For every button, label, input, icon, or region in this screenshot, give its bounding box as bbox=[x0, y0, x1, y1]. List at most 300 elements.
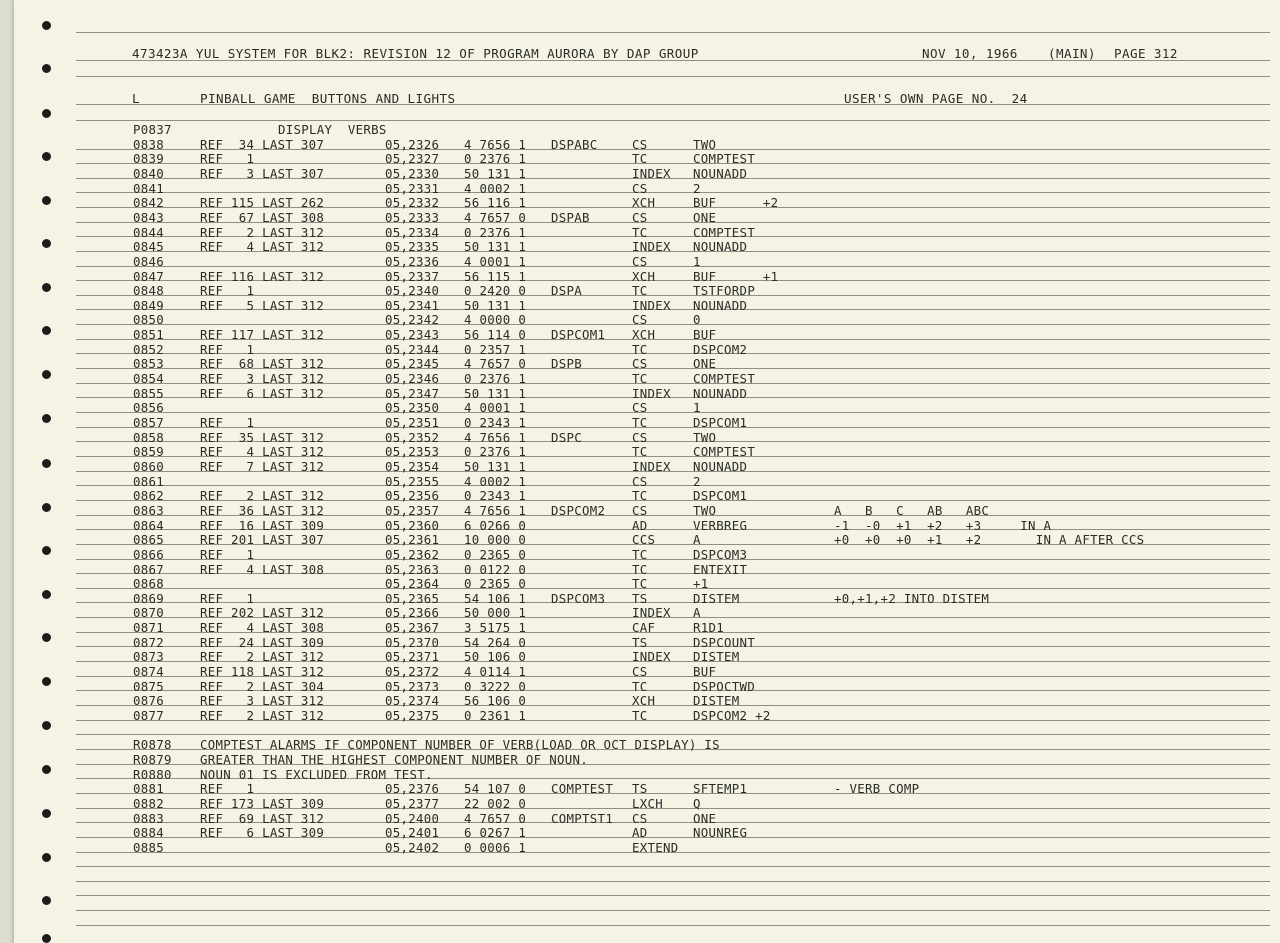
comment: - VERB COMP bbox=[834, 781, 920, 796]
octal-code: 22 002 0 bbox=[464, 796, 527, 811]
line-number: R0880 bbox=[133, 767, 172, 782]
binder-hole bbox=[42, 546, 51, 555]
reference: REF 118 LAST 312 bbox=[200, 664, 325, 679]
operand: NOUNADD bbox=[693, 166, 748, 181]
label: DSPCOM2 bbox=[551, 503, 606, 518]
binder-hole bbox=[42, 414, 51, 423]
reference: REF 3 LAST 312 bbox=[200, 371, 325, 386]
operand: 2 bbox=[693, 474, 701, 489]
binder-hole bbox=[42, 239, 51, 248]
binder-hole bbox=[42, 152, 51, 161]
address: 05,2355 bbox=[385, 474, 440, 489]
operand: ONE bbox=[693, 356, 717, 371]
octal-code: 56 116 1 bbox=[464, 195, 527, 210]
line-number: 0866 bbox=[133, 547, 165, 562]
opcode: CCS bbox=[632, 532, 656, 547]
octal-code: 0 2376 1 bbox=[464, 444, 527, 459]
opcode: TC bbox=[632, 576, 648, 591]
address: 05,2376 bbox=[385, 781, 440, 796]
operand: NOUNADD bbox=[693, 459, 748, 474]
reference: REF 3 LAST 307 bbox=[200, 166, 325, 181]
octal-code: 6 0266 0 bbox=[464, 518, 527, 533]
reference: REF 4 LAST 308 bbox=[200, 562, 325, 577]
octal-code: 0 2420 0 bbox=[464, 283, 527, 298]
octal-code: 4 0002 1 bbox=[464, 474, 527, 489]
octal-code: 0 2361 1 bbox=[464, 708, 527, 723]
line-number: 0867 bbox=[133, 562, 165, 577]
octal-code: 4 0000 0 bbox=[464, 312, 527, 327]
address: 05,2337 bbox=[385, 269, 440, 284]
operand: 1 bbox=[693, 400, 701, 415]
opcode: CS bbox=[632, 400, 648, 415]
ruled-line bbox=[76, 485, 1270, 486]
binder-hole bbox=[42, 853, 51, 862]
reference: REF 6 LAST 309 bbox=[200, 825, 325, 840]
reference: REF 1 bbox=[200, 151, 255, 166]
binder-hole bbox=[42, 459, 51, 468]
line-number: 0848 bbox=[133, 283, 165, 298]
header-page: PAGE 312 bbox=[1114, 46, 1178, 61]
octal-code: 50 131 1 bbox=[464, 386, 527, 401]
reference: REF 1 bbox=[200, 781, 255, 796]
address: 05,2353 bbox=[385, 444, 440, 459]
address: 05,2366 bbox=[385, 605, 440, 620]
subheader-marker: L bbox=[132, 91, 140, 106]
label: COMPTEST bbox=[551, 781, 614, 796]
ruled-line bbox=[76, 793, 1270, 794]
line-number: 0871 bbox=[133, 620, 165, 635]
address: 05,2356 bbox=[385, 488, 440, 503]
line-number: 0859 bbox=[133, 444, 165, 459]
line-number: 0846 bbox=[133, 254, 165, 269]
opcode: TC bbox=[632, 444, 648, 459]
opcode: LXCH bbox=[632, 796, 664, 811]
operand: COMPTEST bbox=[693, 371, 756, 386]
operand: ENTEXIT bbox=[693, 562, 748, 577]
opcode: AD bbox=[632, 518, 648, 533]
address: 05,2372 bbox=[385, 664, 440, 679]
operand: BUF +2 bbox=[693, 195, 779, 210]
opcode: CS bbox=[632, 312, 648, 327]
operand: ONE bbox=[693, 210, 717, 225]
reference: REF 2 LAST 304 bbox=[200, 679, 325, 694]
ruled-line bbox=[76, 925, 1270, 926]
opcode: CS bbox=[632, 356, 648, 371]
binder-hole bbox=[42, 934, 51, 943]
line-number: 0845 bbox=[133, 239, 165, 254]
subheader-section: PINBALL GAME BUTTONS AND LIGHTS bbox=[200, 91, 456, 106]
address: 05,2371 bbox=[385, 649, 440, 664]
header-main: (MAIN) bbox=[1048, 46, 1096, 61]
address: 05,2361 bbox=[385, 532, 440, 547]
line-number: R0879 bbox=[133, 752, 172, 767]
line-number: 0842 bbox=[133, 195, 165, 210]
address: 05,2364 bbox=[385, 576, 440, 591]
opcode: INDEX bbox=[632, 386, 671, 401]
octal-code: 50 131 1 bbox=[464, 239, 527, 254]
opcode: INDEX bbox=[632, 605, 671, 620]
reference: REF 24 LAST 309 bbox=[200, 635, 325, 650]
header-line bbox=[14, 46, 1178, 61]
operand: DISTEM bbox=[693, 649, 740, 664]
address: 05,2401 bbox=[385, 825, 440, 840]
reference: REF 2 LAST 312 bbox=[200, 708, 325, 723]
ruled-line bbox=[76, 910, 1270, 911]
opcode: TC bbox=[632, 488, 648, 503]
opcode: XCH bbox=[632, 693, 656, 708]
line-number: 0861 bbox=[133, 474, 165, 489]
opcode: XCH bbox=[632, 327, 656, 342]
line-number: 0838 bbox=[133, 137, 165, 152]
operand: NOUNADD bbox=[693, 386, 748, 401]
line-number: P0837 bbox=[133, 122, 172, 137]
reference: REF 117 LAST 312 bbox=[200, 327, 325, 342]
opcode: CS bbox=[632, 181, 648, 196]
address: 05,2344 bbox=[385, 342, 440, 357]
address: 05,2373 bbox=[385, 679, 440, 694]
operand: VERBREG bbox=[693, 518, 748, 533]
comment: -1 -0 +1 +2 +3 IN A bbox=[834, 518, 1052, 533]
address: 05,2345 bbox=[385, 356, 440, 371]
line-number: 0882 bbox=[133, 796, 165, 811]
reference: REF 7 LAST 312 bbox=[200, 459, 325, 474]
line-number: 0874 bbox=[133, 664, 165, 679]
operand: DSPCOM2 +2 bbox=[693, 708, 771, 723]
octal-code: 4 0001 1 bbox=[464, 254, 527, 269]
ruled-line bbox=[76, 266, 1270, 267]
address: 05,2341 bbox=[385, 298, 440, 313]
line-number: 0857 bbox=[133, 415, 165, 430]
reference: REF 5 LAST 312 bbox=[200, 298, 325, 313]
comment: A B C AB ABC bbox=[834, 503, 990, 518]
octal-code: 4 7656 1 bbox=[464, 503, 527, 518]
ruled-line bbox=[76, 163, 1270, 164]
address: 05,2352 bbox=[385, 430, 440, 445]
binder-hole bbox=[42, 809, 51, 818]
binder-hole bbox=[42, 896, 51, 905]
octal-code: 0 2365 0 bbox=[464, 547, 527, 562]
octal-code: 0 2343 1 bbox=[464, 415, 527, 430]
binder-hole bbox=[42, 633, 51, 642]
operand: +1 bbox=[693, 576, 709, 591]
line-number: 0872 bbox=[133, 635, 165, 650]
operand: DISTEM bbox=[693, 591, 740, 606]
octal-code: 4 7657 0 bbox=[464, 356, 527, 371]
address: 05,2346 bbox=[385, 371, 440, 386]
address: 05,2365 bbox=[385, 591, 440, 606]
ruled-line bbox=[76, 559, 1270, 560]
comment: +0 +0 +0 +1 +2 IN A AFTER CCS bbox=[834, 532, 1145, 547]
opcode: TC bbox=[632, 151, 648, 166]
address: 05,2330 bbox=[385, 166, 440, 181]
reference: REF 1 bbox=[200, 415, 255, 430]
opcode: INDEX bbox=[632, 649, 671, 664]
octal-code: 4 7657 0 bbox=[464, 811, 527, 826]
label: COMPTST1 bbox=[551, 811, 614, 826]
operand: NOUNADD bbox=[693, 239, 748, 254]
octal-code: 56 114 0 bbox=[464, 327, 527, 342]
operand: TWO bbox=[693, 430, 717, 445]
address: 05,2332 bbox=[385, 195, 440, 210]
line-number: 0851 bbox=[133, 327, 165, 342]
octal-code: 0 2343 1 bbox=[464, 488, 527, 503]
octal-code: 56 115 1 bbox=[464, 269, 527, 284]
operand: DSPCOM2 bbox=[693, 342, 748, 357]
ruled-line bbox=[76, 324, 1270, 325]
address: 05,2326 bbox=[385, 137, 440, 152]
reference: REF 115 LAST 262 bbox=[200, 195, 325, 210]
address: 05,2377 bbox=[385, 796, 440, 811]
opcode: AD bbox=[632, 825, 648, 840]
line-number: 0873 bbox=[133, 649, 165, 664]
opcode: CS bbox=[632, 474, 648, 489]
octal-code: 0 0006 1 bbox=[464, 840, 527, 855]
binder-hole bbox=[42, 721, 51, 730]
opcode: TC bbox=[632, 562, 648, 577]
operand: A bbox=[693, 532, 701, 547]
line-number: 0849 bbox=[133, 298, 165, 313]
octal-code: 4 7656 1 bbox=[464, 137, 527, 152]
binder-hole bbox=[42, 677, 51, 686]
line-number: 0839 bbox=[133, 151, 165, 166]
octal-code: 54 107 0 bbox=[464, 781, 527, 796]
reference: REF 4 LAST 312 bbox=[200, 239, 325, 254]
operand: 2 bbox=[693, 181, 701, 196]
page-edge bbox=[0, 0, 14, 943]
operand: DSPCOM1 bbox=[693, 488, 748, 503]
octal-code: 54 264 0 bbox=[464, 635, 527, 650]
binder-hole bbox=[42, 196, 51, 205]
line-number: 0841 bbox=[133, 181, 165, 196]
line-number: 0876 bbox=[133, 693, 165, 708]
binder-hole bbox=[42, 21, 51, 30]
label: DSPB bbox=[551, 356, 583, 371]
ruled-line bbox=[76, 412, 1270, 413]
binder-hole bbox=[42, 326, 51, 335]
line-number: 0847 bbox=[133, 269, 165, 284]
line-number: 0854 bbox=[133, 371, 165, 386]
opcode: TS bbox=[632, 635, 648, 650]
binder-hole bbox=[42, 590, 51, 599]
reference: REF 3 LAST 312 bbox=[200, 693, 325, 708]
header-title: 473423A YUL SYSTEM FOR BLK2: REVISION 12 OF PROGRAM AURORA BY DAP GROUP bbox=[132, 46, 699, 61]
line-number: 0860 bbox=[133, 459, 165, 474]
ruled-line bbox=[76, 588, 1270, 589]
line-number: 0863 bbox=[133, 503, 165, 518]
line-number: 0855 bbox=[133, 386, 165, 401]
reference: REF 173 LAST 309 bbox=[200, 796, 325, 811]
address: 05,2374 bbox=[385, 693, 440, 708]
label: DSPAB bbox=[551, 210, 590, 225]
address: 05,2327 bbox=[385, 151, 440, 166]
binder-hole bbox=[42, 503, 51, 512]
operand: 0 bbox=[693, 312, 701, 327]
reference: REF 34 LAST 307 bbox=[200, 137, 325, 152]
operand: DSPCOM1 bbox=[693, 415, 748, 430]
reference: REF 68 LAST 312 bbox=[200, 356, 325, 371]
opcode: INDEX bbox=[632, 239, 671, 254]
octal-code: 4 7656 1 bbox=[464, 430, 527, 445]
reference: REF 16 LAST 309 bbox=[200, 518, 325, 533]
label: DSPABC bbox=[551, 137, 598, 152]
address: 05,2363 bbox=[385, 562, 440, 577]
opcode: CS bbox=[632, 811, 648, 826]
operand: BUF bbox=[693, 327, 717, 342]
operand: TSTFORDP bbox=[693, 283, 756, 298]
octal-code: 6 0267 1 bbox=[464, 825, 527, 840]
opcode: CS bbox=[632, 430, 648, 445]
ruled-line bbox=[76, 734, 1270, 735]
users-page-number: USER'S OWN PAGE NO. 24 bbox=[844, 91, 1028, 106]
line-number: 0884 bbox=[133, 825, 165, 840]
operand: DSPCOUNT bbox=[693, 635, 756, 650]
opcode: TC bbox=[632, 679, 648, 694]
line-number: 0843 bbox=[133, 210, 165, 225]
reference: REF 69 LAST 312 bbox=[200, 811, 325, 826]
address: 05,2367 bbox=[385, 620, 440, 635]
address: 05,2370 bbox=[385, 635, 440, 650]
reference: REF 6 LAST 312 bbox=[200, 386, 325, 401]
opcode: TS bbox=[632, 781, 648, 796]
address: 05,2360 bbox=[385, 518, 440, 533]
opcode: TC bbox=[632, 371, 648, 386]
address: 05,2334 bbox=[385, 225, 440, 240]
address: 05,2336 bbox=[385, 254, 440, 269]
operand: BUF +1 bbox=[693, 269, 779, 284]
binder-hole bbox=[42, 283, 51, 292]
reference: REF 1 bbox=[200, 591, 255, 606]
line-number: R0878 bbox=[133, 737, 172, 752]
line-number: 0865 bbox=[133, 532, 165, 547]
operand: NOUNREG bbox=[693, 825, 748, 840]
line-number: 0858 bbox=[133, 430, 165, 445]
address: 05,2333 bbox=[385, 210, 440, 225]
opcode: TC bbox=[632, 708, 648, 723]
binder-hole bbox=[42, 765, 51, 774]
address: 05,2354 bbox=[385, 459, 440, 474]
line-number: 0840 bbox=[133, 166, 165, 181]
opcode: XCH bbox=[632, 269, 656, 284]
reference: REF 2 LAST 312 bbox=[200, 488, 325, 503]
reference: REF 4 LAST 308 bbox=[200, 620, 325, 635]
octal-code: 4 0114 1 bbox=[464, 664, 527, 679]
operand: DSPOCTWD bbox=[693, 679, 756, 694]
ruled-line bbox=[76, 866, 1270, 867]
opcode: CS bbox=[632, 664, 648, 679]
opcode: XCH bbox=[632, 195, 656, 210]
ruled-line bbox=[76, 353, 1270, 354]
remark-text: DISPLAY VERBS bbox=[278, 122, 387, 137]
octal-code: 4 7657 0 bbox=[464, 210, 527, 225]
octal-code: 0 3222 0 bbox=[464, 679, 527, 694]
line-number: 0885 bbox=[133, 840, 165, 855]
binder-hole bbox=[42, 370, 51, 379]
listing-sheet bbox=[14, 0, 1280, 943]
header-date: NOV 10, 1966 bbox=[922, 46, 1018, 61]
octal-code: 54 106 1 bbox=[464, 591, 527, 606]
address: 05,2340 bbox=[385, 283, 440, 298]
reference: REF 1 bbox=[200, 342, 255, 357]
reference: REF 202 LAST 312 bbox=[200, 605, 325, 620]
reference: REF 35 LAST 312 bbox=[200, 430, 325, 445]
ruled-line bbox=[76, 32, 1270, 33]
octal-code: 50 131 1 bbox=[464, 459, 527, 474]
octal-code: 4 0002 1 bbox=[464, 181, 527, 196]
ruled-line bbox=[76, 602, 1270, 603]
ruled-line bbox=[76, 881, 1270, 882]
reference: REF 4 LAST 312 bbox=[200, 444, 325, 459]
opcode: CS bbox=[632, 210, 648, 225]
label: DSPC bbox=[551, 430, 583, 445]
opcode: TC bbox=[632, 415, 648, 430]
ruled-line bbox=[76, 427, 1270, 428]
line-number: 0853 bbox=[133, 356, 165, 371]
opcode: INDEX bbox=[632, 298, 671, 313]
opcode: INDEX bbox=[632, 459, 671, 474]
opcode: TS bbox=[632, 591, 648, 606]
address: 05,2400 bbox=[385, 811, 440, 826]
line-number: 0852 bbox=[133, 342, 165, 357]
line-number: 0864 bbox=[133, 518, 165, 533]
octal-code: 0 0122 0 bbox=[464, 562, 527, 577]
line-number: 0856 bbox=[133, 400, 165, 415]
address: 05,2357 bbox=[385, 503, 440, 518]
opcode: TC bbox=[632, 225, 648, 240]
address: 05,2347 bbox=[385, 386, 440, 401]
operand: Q bbox=[693, 796, 701, 811]
octal-code: 50 106 0 bbox=[464, 649, 527, 664]
operand: R1D1 bbox=[693, 620, 725, 635]
ruled-line bbox=[76, 76, 1270, 77]
operand: SFTEMP1 bbox=[693, 781, 748, 796]
remark-text: COMPTEST ALARMS IF COMPONENT NUMBER OF VERB(LOAD OR OCT DISPLAY) IS bbox=[200, 737, 720, 752]
ruled-line bbox=[76, 192, 1270, 193]
label: DSPA bbox=[551, 283, 583, 298]
opcode: TC bbox=[632, 342, 648, 357]
reference: REF 36 LAST 312 bbox=[200, 503, 325, 518]
line-number: 0844 bbox=[133, 225, 165, 240]
operand: COMPTEST bbox=[693, 151, 756, 166]
octal-code: 0 2376 1 bbox=[464, 371, 527, 386]
address: 05,2350 bbox=[385, 400, 440, 415]
octal-code: 50 131 1 bbox=[464, 166, 527, 181]
octal-code: 56 106 0 bbox=[464, 693, 527, 708]
opcode: TC bbox=[632, 547, 648, 562]
address: 05,2342 bbox=[385, 312, 440, 327]
line-number: 0875 bbox=[133, 679, 165, 694]
comment: +0,+1,+2 INTO DISTEM bbox=[834, 591, 990, 606]
opcode: INDEX bbox=[632, 166, 671, 181]
operand: BUF bbox=[693, 664, 717, 679]
line-number: 0870 bbox=[133, 605, 165, 620]
ruled-line bbox=[76, 895, 1270, 896]
operand: TWO bbox=[693, 137, 717, 152]
address: 05,2375 bbox=[385, 708, 440, 723]
ruled-line bbox=[76, 120, 1270, 121]
operand: COMPTEST bbox=[693, 225, 756, 240]
reference: REF 1 bbox=[200, 547, 255, 562]
octal-code: 50 131 1 bbox=[464, 298, 527, 313]
octal-code: 0 2357 1 bbox=[464, 342, 527, 357]
label: DSPCOM1 bbox=[551, 327, 606, 342]
address: 05,2402 bbox=[385, 840, 440, 855]
reference: REF 116 LAST 312 bbox=[200, 269, 325, 284]
opcode: EXTEND bbox=[632, 840, 679, 855]
remark-text: NOUN 01 IS EXCLUDED FROM TEST. bbox=[200, 767, 433, 782]
opcode: CAF bbox=[632, 620, 656, 635]
octal-code: 3 5175 1 bbox=[464, 620, 527, 635]
opcode: CS bbox=[632, 137, 648, 152]
